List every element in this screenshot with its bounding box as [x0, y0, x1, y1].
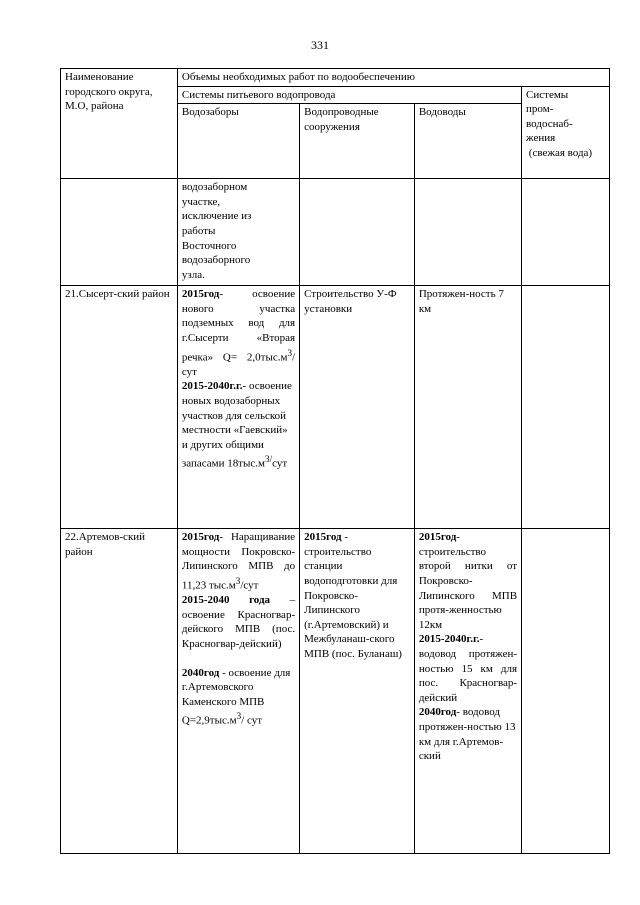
header-industrial-line: пром- [526, 103, 554, 116]
header-drinking-cell: Системы питьевого водопровода [177, 86, 521, 104]
artemov-name-cell: 22.Артемов-ский район [61, 529, 178, 854]
sysert-intake-para-2 [182, 379, 295, 471]
sysert-conduits-cell: Протяжен-ность 7 км [414, 286, 521, 529]
sysert-year-2015: 2015год [181, 288, 220, 301]
header-industrial-line: (свежая вода) [526, 146, 593, 159]
sysert-sup-2: 3/ [265, 454, 273, 465]
artemov-year-range: 2015-2040 года [181, 594, 271, 607]
artemov-cond-year-1: 2015год [418, 531, 457, 544]
sysert-intake-cell [177, 286, 299, 529]
artemov-industrial-cell [522, 529, 610, 854]
cont-intake-line: Восточного [181, 239, 237, 252]
sysert-intake-text-1: - освоение нового участка подземных вод для г.Сысерти «Вторая речка» Q= 2,0тыс.м [181, 288, 296, 364]
sysert-intake-text-2: - освоение новых водозаборных участков для сельской местности «Гаевский» и других общими запасами 18тыс.м [181, 380, 292, 471]
artemov-cond-para-3 [419, 705, 517, 763]
cont-name-cell [61, 179, 178, 286]
artemov-cond-year-3: 2040год [418, 706, 457, 719]
artemov-cond-text-2: - водовод протяжен-ностью 15 км для пос. Красногвар-дейский [418, 633, 518, 704]
cont-facilities-cell [300, 179, 415, 286]
sysert-sup-1: 3 [287, 347, 293, 358]
header-row-1 [61, 69, 610, 87]
cont-industrial-cell [522, 179, 610, 286]
artemov-intake-text-1: - Наращивание мощности Покровско-Липинского МПВ до 11,23 тыс.м [181, 531, 296, 592]
artemov-fac-text: - строительство станции водоподготовки для Покровско-Липинского (г.Артемовский) и Межбуланаш-ского МПВ (пос. Буланаш) [304, 531, 402, 660]
artemov-sup-1: 3 [235, 575, 241, 586]
water-supply-table [60, 68, 610, 854]
artemov-fac-year: 2015год [304, 531, 342, 544]
cont-intake-line: исключение из [181, 210, 252, 223]
header-industrial-line: жения [526, 132, 556, 145]
artemov-tail-1: /сут [240, 579, 259, 592]
sysert-facilities-cell: Строительство У-Ф установки [300, 286, 415, 529]
artemov-intake-spacer [182, 652, 295, 666]
cont-intake-cell [177, 179, 299, 286]
artemov-year-2040: 2040год [181, 666, 220, 679]
artemov-intake-text-3: - освоение для г.Артемовского Каменского МПВ Q=2,9тыс.м [181, 666, 291, 728]
artemov-row [61, 529, 610, 854]
sysert-intake-para-1 [182, 287, 295, 379]
sysert-row [61, 286, 610, 529]
continuation-row [61, 179, 610, 286]
sysert-name-cell: 21.Сысерт-ский район [61, 286, 178, 529]
artemov-intake-para-1 [182, 530, 295, 593]
sysert-tail-1: /сут [181, 351, 296, 378]
header-name-cell: Наименование городского округа, М.О, района [61, 69, 178, 179]
artemov-facilities-cell [300, 529, 415, 854]
header-industrial-line: Системы [526, 88, 569, 101]
artemov-conduits-cell [414, 529, 521, 854]
artemov-cond-para-2 [419, 632, 517, 705]
artemov-intake-text-2: – освоение Красногвар-дейского МПВ (пос. Красногвар-дейский) [181, 594, 296, 650]
cont-conduits-cell [414, 179, 521, 286]
header-volumes-cell: Объемы необходимых работ по водообеспечению [177, 69, 609, 87]
artemov-intake-cell [177, 529, 299, 854]
artemov-cond-para-1 [419, 530, 517, 632]
header-industrial-cell [522, 86, 610, 179]
header-industrial-line: водоснаб- [526, 117, 573, 130]
cont-intake-line: водозаборном [181, 181, 248, 194]
page-number: 331 [311, 38, 329, 52]
cont-intake-line: узла. [181, 268, 205, 281]
cont-intake-line: работы [181, 224, 216, 237]
sysert-tail-2: сут [272, 458, 288, 471]
artemov-tail-3: / сут [241, 715, 263, 728]
cont-intake-line: водозаборного [181, 254, 251, 267]
artemov-intake-para-2 [182, 593, 295, 651]
artemov-cond-text-3: - водовод протяжен-ностью 13 км для г.Артемов-ский [418, 706, 516, 763]
cont-intake-line: участке, [181, 195, 221, 208]
header-facilities-cell: Водопроводные сооружения [300, 104, 415, 179]
sysert-industrial-cell [522, 286, 610, 529]
artemov-year-2015: 2015год [181, 531, 220, 544]
sysert-year-range: 2015-2040г.г. [181, 380, 243, 393]
header-intakes-cell: Водозаборы [177, 104, 299, 179]
artemov-sup-3: 3 [236, 711, 242, 722]
header-conduits-cell: Водоводы [414, 104, 521, 179]
artemov-cond-year-2: 2015-2040г.г. [418, 633, 480, 646]
artemov-intake-para-3 [182, 666, 295, 729]
artemov-cond-text-1: - строительство второй нитки от Покровско-Липинского МПВ протя-женностью 12км [418, 531, 518, 631]
